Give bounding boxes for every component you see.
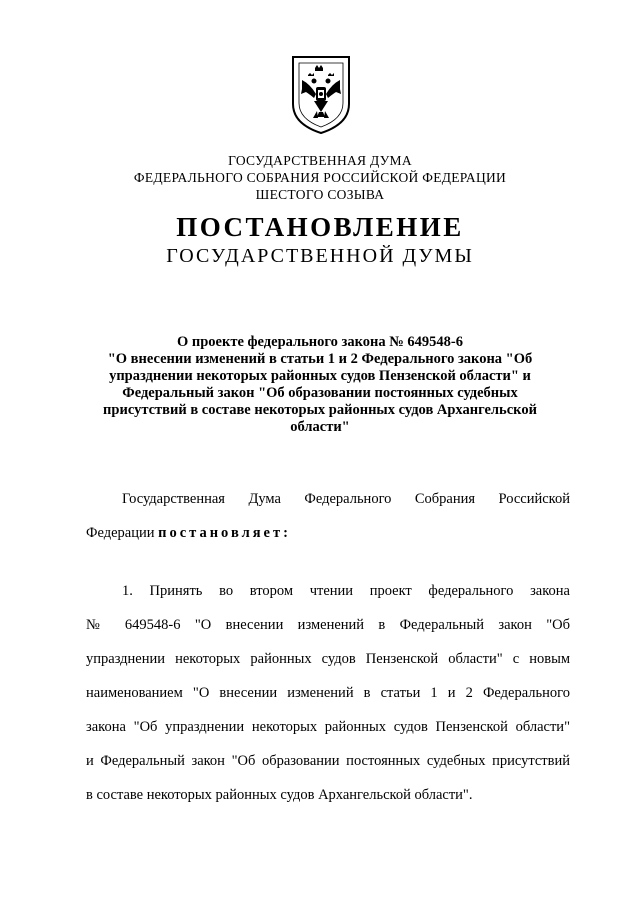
intro-federation-text: Федерации — [86, 525, 159, 541]
item-1-line: № 649548-6 "О внесении изменений в Федеральный закон "Об — [86, 617, 570, 633]
subject-line: "О внесении изменений в статьи 1 и 2 Федерального закона "Об — [107, 351, 533, 367]
document-subtitle: ГОСУДАРСТВЕННОЙ ДУМЫ — [166, 245, 474, 267]
item-1-line: упразднении некоторых районных судов Пензенской области" с новым — [86, 651, 570, 667]
item-1-paragraph — [86, 574, 570, 812]
header-duma: ГОСУДАРСТВЕННАЯ ДУМА — [228, 153, 412, 168]
subject-line: присутствий в составе некоторых районных судов Архангельской — [103, 402, 537, 418]
subject-line: упразднении некоторых районных судов Пензенской области" и — [109, 368, 531, 384]
subject-line: О проекте федерального закона № 649548-6 — [176, 334, 464, 350]
header-federal-assembly: ФЕДЕРАЛЬНОГО СОБРАНИЯ РОССИЙСКОЙ ФЕДЕРАЦИИ — [133, 170, 507, 185]
item-1-line: и Федеральный закон "Об образовании постоянных судебных присутствий — [86, 753, 570, 769]
resolution-subject — [95, 334, 545, 436]
subject-line: области" — [290, 419, 350, 435]
header-convocation: ШЕСТОГО СОЗЫВА — [255, 187, 385, 202]
subject-line: Федеральный закон "Об образовании постоянных судебных — [122, 385, 518, 401]
item-1-line: закона "Об упразднении некоторых районных судов Пензенской области" — [86, 719, 570, 735]
intro-paragraph — [86, 482, 570, 550]
coat-of-arms-emblem — [290, 54, 352, 136]
item-1-line: в составе некоторых районных судов Архангельской области". — [86, 787, 473, 803]
intro-line — [86, 516, 570, 550]
intro-line: Государственная Дума Федерального Собрания Российской — [122, 491, 570, 507]
intro-decree-word: постановляет: — [158, 525, 291, 541]
item-1-line: наименованием "О внесении изменений в статьи 1 и 2 Федерального — [86, 685, 570, 701]
document-title: ПОСТАНОВЛЕНИЕ — [176, 212, 464, 242]
item-1-line: 1. Принять во втором чтении проект федерального закона — [122, 583, 570, 599]
